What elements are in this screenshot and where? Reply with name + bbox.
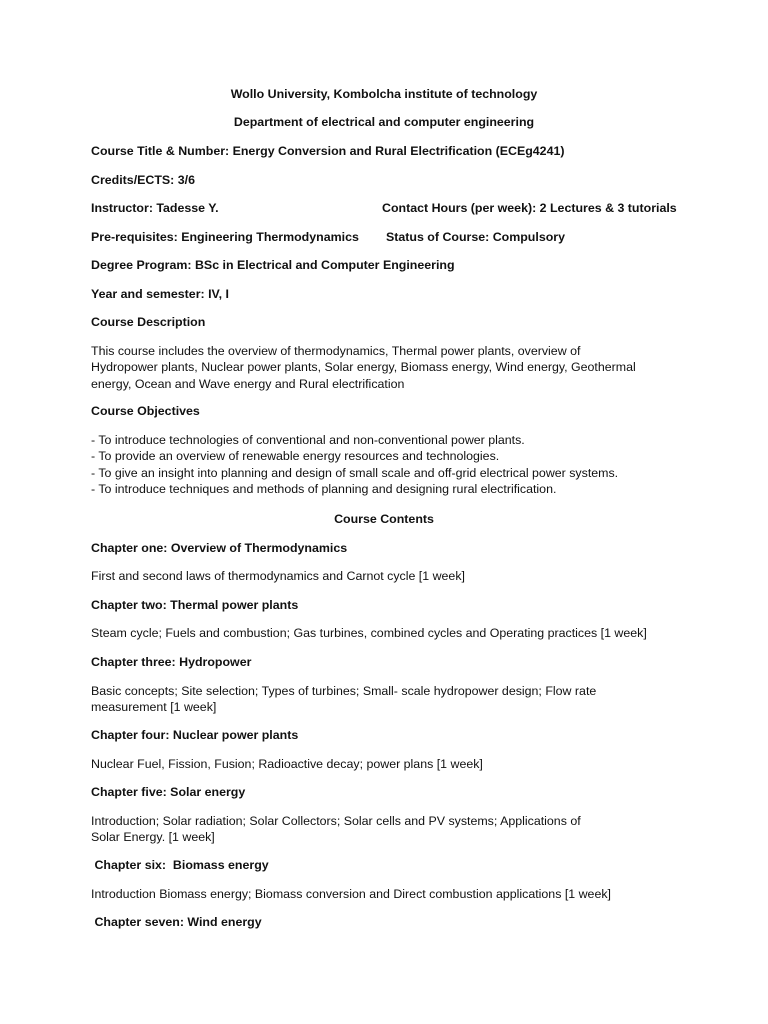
instructor: Instructor: Tadesse Y.	[91, 201, 219, 215]
contact-hours: Contact Hours (per week): 2 Lectures & 3 tutorials	[382, 201, 677, 215]
objective-item: - To introduce technologies of conventional and non-conventional power plants.	[91, 433, 525, 447]
chapter-topic-line: Introduction; Solar radiation; Solar Collectors; Solar cells and PV systems; Applications of	[91, 814, 581, 828]
year-semester: Year and semester: IV, I	[91, 287, 229, 301]
description-line: energy, Ocean and Wave energy and Rural electrification	[91, 376, 405, 391]
chapter-topics: Introduction Biomass energy; Biomass conversion and Direct combustion applications [1 week]	[91, 887, 611, 901]
chapter-topics: First and second laws of thermodynamics and Carnot cycle [1 week]	[91, 569, 465, 583]
description-line: This course includes the overview of thermodynamics, Thermal power plants, overview of	[91, 344, 581, 358]
chapter-topic-line: Basic concepts; Site selection; Types of turbines; Small- scale hydropower design; Flow rate	[91, 684, 597, 698]
university-heading: Wollo University, Kombolcha institute of technology	[230, 87, 538, 101]
chapter-title: Chapter two: Thermal power plants	[91, 598, 299, 612]
objectives-heading: Course Objectives	[91, 404, 200, 418]
credits: Credits/ECTS: 3/6	[91, 173, 195, 187]
chapter-topics: Steam cycle; Fuels and combustion; Gas turbines, combined cycles and Operating practices [1 week]	[91, 626, 647, 640]
degree-program: Degree Program: BSc in Electrical and Computer Engineering	[91, 258, 455, 272]
chapter-topics: Nuclear Fuel, Fission, Fusion; Radioactive decay; power plans [1 week]	[91, 757, 483, 771]
chapter-title: Chapter six: Biomass energy	[91, 858, 269, 872]
chapter-topic-line: Solar Energy. [1 week]	[91, 830, 215, 845]
objective-item: - To give an insight into planning and design of small scale and off-grid electrical power systems.	[91, 465, 619, 480]
objective-item: - To introduce techniques and methods of planning and designing rural electrification.	[91, 481, 557, 496]
chapter-topic-line: measurement [1 week]	[91, 700, 217, 715]
chapter-title: Chapter five: Solar energy	[91, 785, 246, 799]
course-title: Course Title & Number: Energy Conversion and Rural Electrification (ECEg4241)	[91, 144, 565, 158]
course-status: Status of Course: Compulsory	[386, 230, 565, 244]
department-heading: Department of electrical and computer engineering	[233, 115, 535, 129]
description-line: Hydropower plants, Nuclear power plants, Solar energy, Biomass energy, Wind energy, Geothermal	[91, 360, 636, 375]
chapter-title: Chapter four: Nuclear power plants	[91, 728, 299, 742]
chapter-title: Chapter one: Overview of Thermodynamics	[91, 541, 348, 555]
description-heading: Course Description	[91, 315, 206, 329]
chapter-topics	[91, 683, 691, 716]
objective-item: - To provide an overview of renewable energy resources and technologies.	[91, 449, 500, 464]
prerequisites: Pre-requisites: Engineering Thermodynamics	[91, 230, 359, 244]
description-text	[91, 343, 691, 392]
chapter-title: Chapter three: Hydropower	[91, 655, 252, 669]
contents-heading: Course Contents	[334, 512, 434, 526]
chapter-topics	[91, 813, 691, 846]
chapter-title: Chapter seven: Wind energy	[91, 915, 262, 929]
objectives-list	[91, 432, 691, 497]
